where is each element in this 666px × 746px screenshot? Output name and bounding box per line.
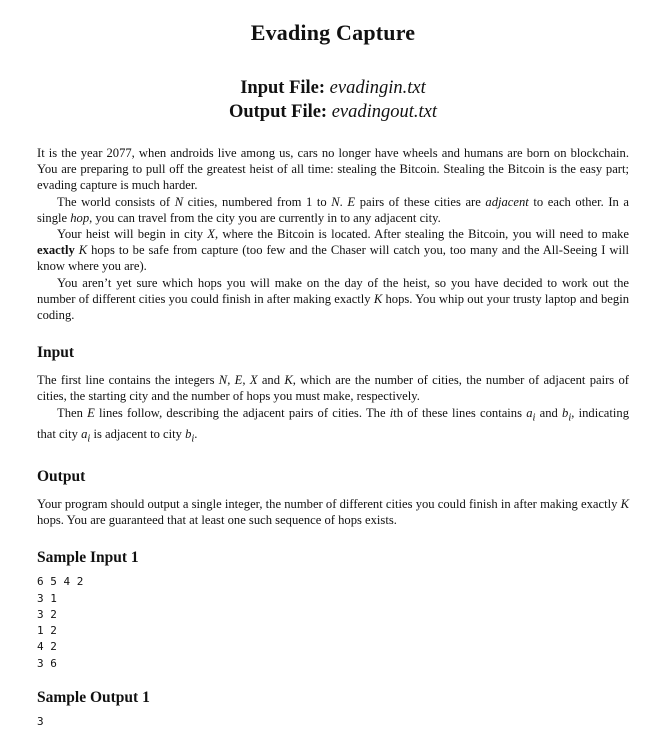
math-var: i xyxy=(389,405,394,420)
output-description xyxy=(37,496,629,528)
text-run: , which are the number of cities, the number of adjacent pairs of cities, the starting city and the number of hops you must make, respectively. xyxy=(37,373,629,404)
input-file-label: Input File: xyxy=(240,78,326,98)
math-var: K xyxy=(620,497,629,512)
intro-paragraph-2 xyxy=(37,194,629,226)
bold-term: exactly xyxy=(37,243,75,258)
input-file-line xyxy=(37,76,629,100)
file-info xyxy=(37,76,629,124)
text-run: cities, numbered from 1 to xyxy=(183,194,332,209)
sample-output-code xyxy=(37,714,629,730)
text-run: . xyxy=(194,427,198,442)
text-run: and xyxy=(257,373,285,388)
math-var: E xyxy=(234,373,243,388)
math-var: a xyxy=(81,427,88,442)
math-var: E xyxy=(347,194,356,209)
math-var: E xyxy=(87,405,95,420)
math-var: b xyxy=(562,405,569,420)
text-run: You aren’t yet sure which hops you will make on the day of the heist, so you have decided to work out the number of different cities you could finish in after making exactly xyxy=(37,275,629,306)
intro-paragraph-1: It is the year 2077, when androids live among us, cars no longer have wheels and humans are born on blockchain. You are preparing to pull off the greatest heist of all time: stealing the Bitcoin. Stealing the Bitcoin is the easy part; evading capture is much harder. xyxy=(37,146,629,193)
math-var: b xyxy=(185,427,192,442)
text-run: to each other. In a single xyxy=(37,194,629,225)
text-run: is adjacent to city xyxy=(90,427,186,442)
input-description xyxy=(37,372,629,448)
text-run: , where the Bitcoin is located. After stealing the Bitcoin, you will need to make xyxy=(214,227,629,242)
sample-input-code xyxy=(37,574,629,671)
math-var: K xyxy=(373,291,383,306)
page-title: Evading Capture xyxy=(250,20,416,45)
input-file-name: evadingin.txt xyxy=(329,78,426,98)
math-var: N xyxy=(331,194,340,209)
text-run: , xyxy=(227,373,235,388)
text-run: , xyxy=(242,373,250,388)
text-run: The world consists of xyxy=(57,194,175,209)
math-subscript: i xyxy=(191,433,195,445)
text-run: Then xyxy=(57,405,88,420)
math-var: X xyxy=(249,373,258,388)
code-line: 1 2 xyxy=(37,624,57,638)
text-run: lines follow, describing the adjacent pairs of cities. The xyxy=(94,405,390,420)
math-var: X xyxy=(207,227,215,242)
math-subscript: i xyxy=(532,412,536,424)
text-run: The first line contains the integers xyxy=(37,373,219,388)
intro-paragraph-4 xyxy=(37,275,629,324)
text-run: Your program should output a single integer, the number of different cities you could finish in after making exactly xyxy=(37,497,621,512)
code-line: 3 2 xyxy=(37,607,57,621)
code-line: 3 xyxy=(37,714,44,728)
input-paragraph-2 xyxy=(37,405,629,448)
problem-statement xyxy=(37,145,629,323)
text-run: hops to be safe from capture (too few and the Chaser will catch you, too many and the All-Seeing I will know where you are). xyxy=(37,243,629,274)
math-var: K xyxy=(78,243,88,258)
math-var: N xyxy=(174,194,184,209)
code-line: 6 5 4 2 xyxy=(37,575,84,589)
output-file-name: evadingout.txt xyxy=(331,102,438,122)
math-var: a xyxy=(526,405,533,420)
code-line: 4 2 xyxy=(37,640,57,654)
math-var: K xyxy=(284,373,293,388)
sample-output-heading: Sample Output 1 xyxy=(37,688,150,706)
output-file-label: Output File: xyxy=(228,102,328,122)
text-run: and xyxy=(535,405,563,420)
output-file-line xyxy=(37,100,629,124)
math-var: N xyxy=(218,373,228,388)
intro-paragraph-3 xyxy=(37,226,629,275)
code-line: 3 1 xyxy=(37,591,57,605)
output-paragraph-1 xyxy=(37,496,629,528)
output-heading: Output xyxy=(37,468,86,486)
text-run: th of these lines contains xyxy=(393,405,527,420)
input-heading: Input xyxy=(37,344,75,362)
emphasis-term: hop xyxy=(70,210,90,225)
input-paragraph-1 xyxy=(37,372,629,404)
math-subscript: i xyxy=(87,433,91,445)
text-run: Your heist will begin in city xyxy=(57,227,208,242)
text-run: hops. You whip out your trusty laptop and begin coding. xyxy=(37,291,629,323)
text-run: , you can travel from the city you are currently in to any adjacent city. xyxy=(89,210,441,225)
text-run: hops. You are guaranteed that at least one such sequence of hops exists. xyxy=(37,513,397,528)
sample-input-heading: Sample Input 1 xyxy=(37,549,139,567)
code-line: 3 6 xyxy=(37,656,57,670)
text-run: pairs of these cities are xyxy=(355,194,486,209)
math-subscript: i xyxy=(568,412,572,424)
emphasis-term: adjacent xyxy=(485,194,529,209)
text-run: , indicating that city xyxy=(37,405,629,442)
text-run: . xyxy=(339,194,348,209)
